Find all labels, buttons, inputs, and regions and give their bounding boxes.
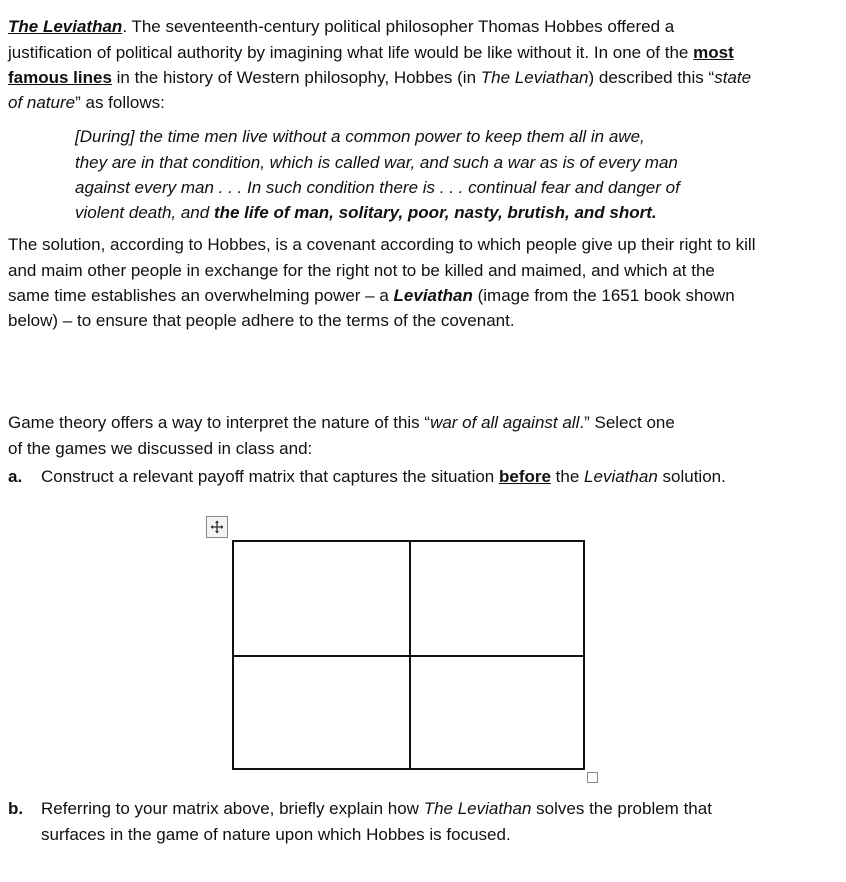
solution-line-4: below) – to ensure that people adhere to the terms of the covenant. [8,311,515,330]
matrix-cell-top-right[interactable] [411,542,583,655]
question-a-label: a. [8,467,23,486]
table-resize-handle[interactable] [587,772,598,783]
matrix-cell-top-left[interactable] [234,542,409,655]
game-line-2: of the games we discussed in class and: [8,439,313,458]
quote-line-4: violent death, and the life of man, solitary, poor, nasty, brutish, and short. [75,203,657,222]
question-b-line-1: b. Referring to your matrix above, briefly explain how The Leviathan solves the problem that [8,799,712,818]
famous-lines-link-part1[interactable]: most [693,43,734,62]
solution-line-2: and maim other people in exchange for the right not to be killed and maimed, and which at the [8,261,715,280]
move-arrows-icon [210,520,224,534]
quote-line-3: against every man . . . In such condition there is . . . continual fear and danger of [75,178,680,197]
question-b-line-2: surfaces in the game of nature upon which Hobbes is focused. [41,825,511,844]
question-a: a. Construct a relevant payoff matrix that captures the situation before the Leviathan solution. [8,467,726,486]
payoff-matrix-table[interactable] [232,540,585,770]
intro-line-3: famous lines in the history of Western philosophy, Hobbes (in The Leviathan) described this “state [8,68,752,87]
solution-line-1: The solution, according to Hobbes, is a covenant according to which people give up their right to kill [8,235,756,254]
quote-line-1: [During] the time men live without a common power to keep them all in awe, [75,127,645,146]
section-title: The Leviathan [8,17,123,36]
intro-line-2: justification of political authority by imagining what life would be like without it. In one of the most [8,43,734,62]
quote-line-2: they are in that condition, which is called war, and such a war as is of every man [75,153,678,172]
table-move-handle[interactable] [206,516,228,538]
famous-lines-link-part2[interactable]: famous lines [8,68,112,87]
question-b-label: b. [8,799,24,818]
matrix-cell-bottom-right[interactable] [411,657,583,768]
intro-line-1: The Leviathan. The seventeenth-century political philosopher Thomas Hobbes offered a [8,17,675,36]
game-line-1: Game theory offers a way to interpret the nature of this “war of all against all.” Select one [8,413,675,432]
matrix-cell-bottom-left[interactable] [234,657,409,768]
intro-line-4: of nature” as follows: [8,93,165,112]
solution-line-3: same time establishes an overwhelming power – a Leviathan (image from the 1651 book shown [8,286,735,305]
